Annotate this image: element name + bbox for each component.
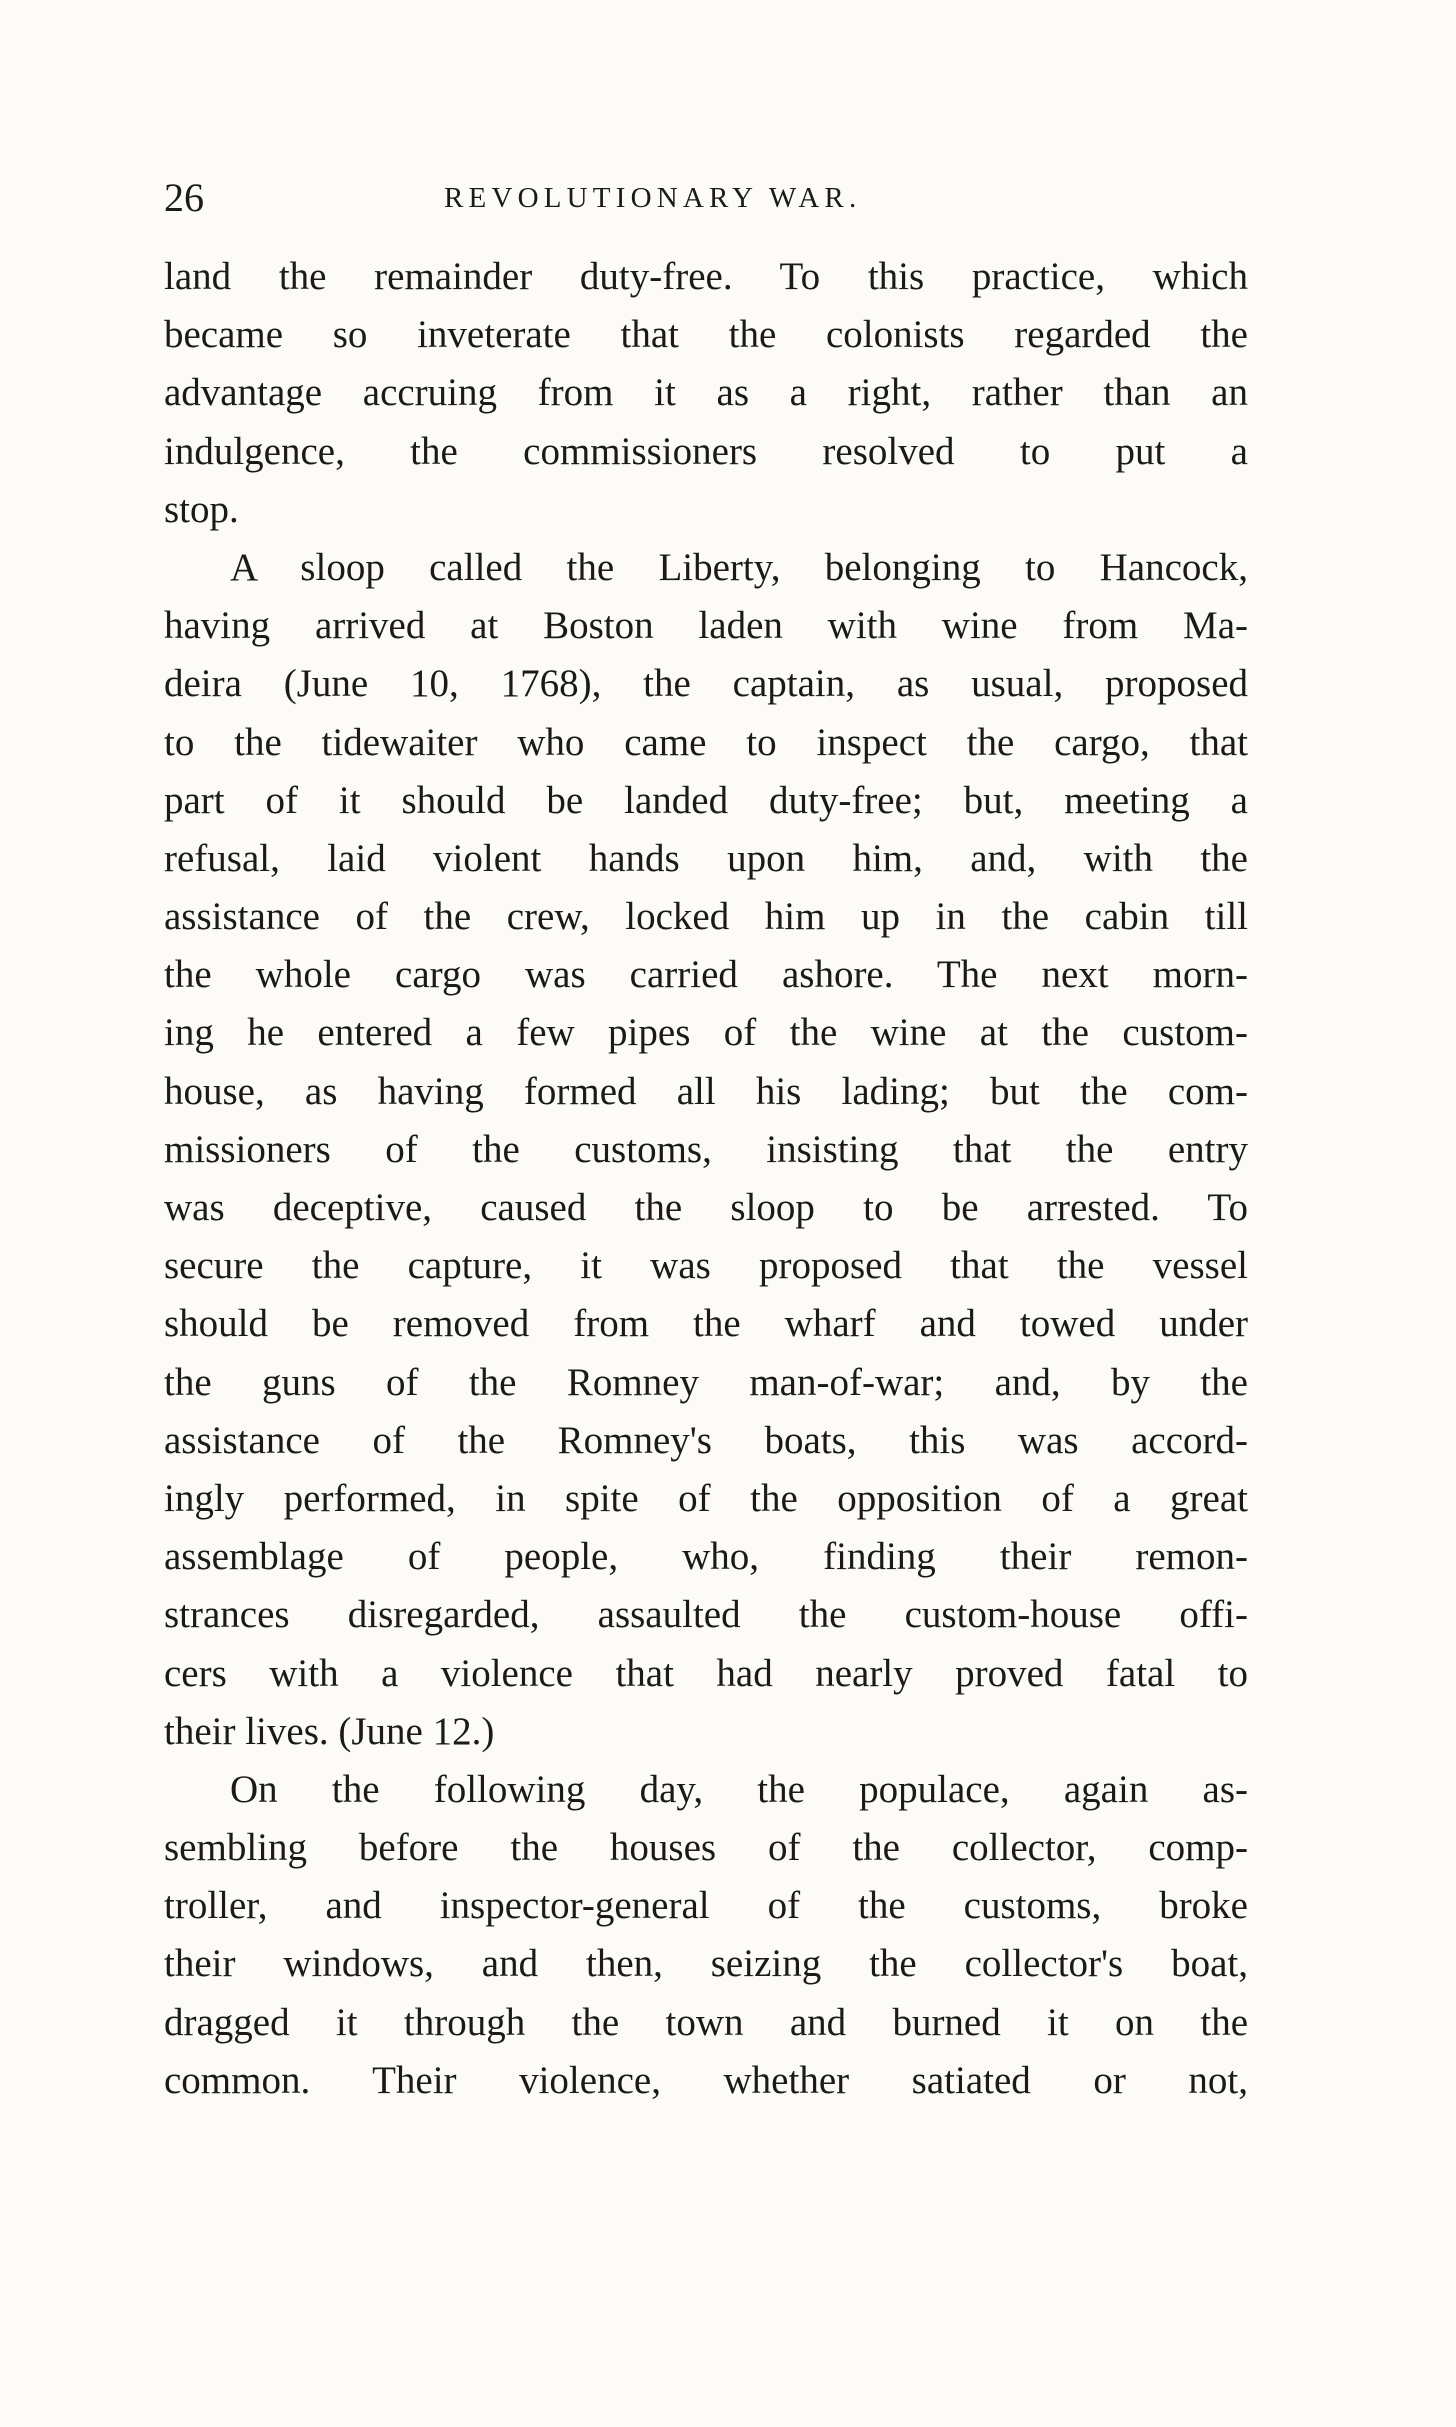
text-line: assemblage of people, who, finding their remon- (164, 1535, 1248, 1579)
text-line: became so inveterate that the colonists regarded the (164, 313, 1248, 357)
text-line: deira (June 10, 1768), the captain, as usual, proposed (164, 662, 1248, 706)
text-line: indulgence, the commissioners resolved to put a (164, 429, 1248, 473)
body-text (164, 248, 1248, 2110)
text-line: assistance of the Romney's boats, this was accord- (164, 1418, 1248, 1462)
text-line: common. Their violence, whether satiated or not, (164, 2058, 1248, 2102)
text-line: cers with a violence that had nearly proved fatal to (164, 1651, 1248, 1695)
text-line: advantage accruing from it as a right, rather than an (164, 371, 1248, 415)
text-line: their windows, and then, seizing the collector's boat, (164, 1942, 1248, 1986)
text-line: ingly performed, in spite of the opposition of a great (164, 1476, 1248, 1520)
text-line: dragged it through the town and burned it on the (164, 2000, 1248, 2044)
text-line: refusal, laid violent hands upon him, and, with the (164, 836, 1248, 880)
text-line: land the remainder duty-free. To this practice, which (164, 255, 1248, 298)
text-line: troller, and inspector-general of the customs, broke (164, 1884, 1248, 1928)
text-line: On the following day, the populace, again as- (230, 1767, 1248, 1811)
text-line: ing he entered a few pipes of the wine at the custom- (164, 1011, 1248, 1055)
text-line: missioners of the customs, insisting that the entry (164, 1127, 1248, 1171)
text-line: the whole cargo was carried ashore. The next morn- (164, 953, 1248, 997)
text-line: sembling before the houses of the collector, comp- (164, 1826, 1248, 1870)
text-line: stop. (164, 487, 239, 531)
text-line: house, as having formed all his lading; but the com- (164, 1069, 1248, 1113)
page-number: 26 (164, 175, 204, 220)
page-header (164, 168, 1250, 228)
text-line: their lives. (June 12.) (164, 1709, 495, 1753)
paragraph (164, 248, 1248, 539)
text-line: the guns of the Romney man-of-war; and, by the (164, 1360, 1248, 1404)
text-line: part of it should be landed duty-free; but, meeting a (164, 778, 1248, 822)
paragraph (164, 1761, 1248, 2110)
text-line: having arrived at Boston laden with wine from Ma- (164, 604, 1248, 648)
text-line: assistance of the crew, locked him up in the cabin till (164, 895, 1248, 939)
text-line: was deceptive, caused the sloop to be arrested. To (164, 1186, 1248, 1229)
text-line: should be removed from the wharf and towed under (164, 1302, 1248, 1346)
text-line: secure the capture, it was proposed that the vessel (164, 1244, 1248, 1288)
running-title: REVOLUTIONARY WAR. (444, 182, 862, 214)
text-line: A sloop called the Liberty, belonging to Hancock, (230, 545, 1248, 589)
text-line: to the tidewaiter who came to inspect the cargo, that (164, 720, 1248, 764)
text-line: strances disregarded, assaulted the custom-house offi- (164, 1593, 1248, 1637)
paragraph (164, 539, 1248, 1761)
